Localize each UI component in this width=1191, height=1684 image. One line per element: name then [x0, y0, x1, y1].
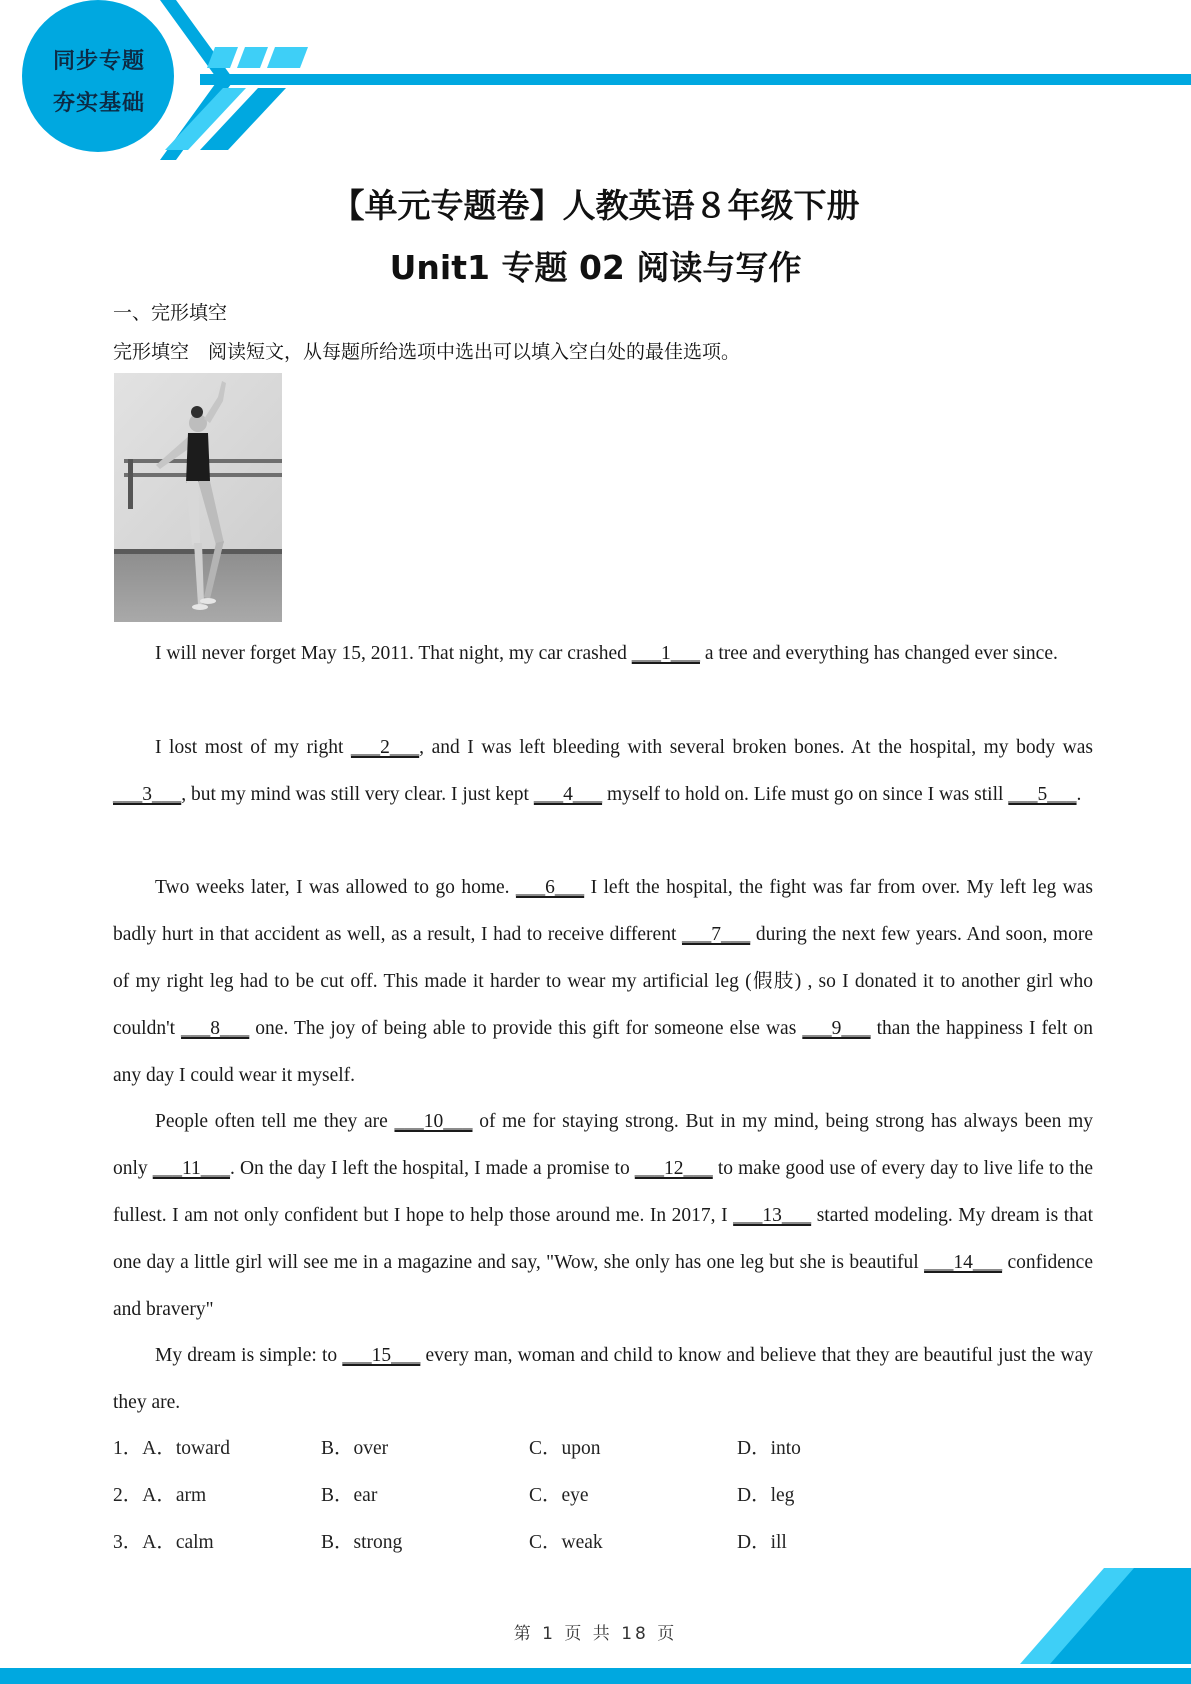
text-segment: Two weeks later, I was allowed to go home.	[155, 877, 516, 898]
document-title: 【单元专题卷】人教英语８年级下册	[331, 186, 860, 225]
page-number: 第 1 页 共 18 页	[513, 1624, 678, 1644]
text-segment: to make good use of every day to live life to the fullest. I am not only confident but I hope to help those around me. In 2017, I	[113, 1158, 1093, 1226]
passage-photo	[114, 373, 282, 622]
blank-10: ___10___	[394, 1111, 473, 1132]
text-segment: .	[1076, 784, 1082, 805]
option-c[interactable]: C．eye	[529, 1485, 589, 1506]
text-segment: . On the day I left the hospital, I made a promise to	[230, 1158, 635, 1179]
badge-line-1: 同步专题	[52, 49, 145, 74]
blank-11: ___11___	[152, 1158, 231, 1179]
blank-9: ___9___	[802, 1018, 871, 1039]
paragraph-1	[113, 630, 1093, 677]
paragraph-2	[113, 724, 1093, 818]
text-segment: a tree and everything has changed ever since.	[699, 643, 1058, 664]
blank-4: ___4___	[533, 784, 603, 805]
text-segment: I left the hospital, the fight was far from over. My left leg was badly hurt in that accident as well, as a result, I had to receive different	[113, 877, 1093, 945]
paragraph-4	[113, 1098, 1093, 1333]
badge-line-2: 夯实基础	[52, 91, 145, 116]
text-segment: of me for staying strong. But in my mind, being strong has always been my only	[113, 1111, 1093, 1179]
option-c[interactable]: C．weak	[529, 1532, 603, 1553]
option-d[interactable]: D．leg	[737, 1485, 795, 1506]
option-a[interactable]: 3．A．calm	[113, 1532, 214, 1553]
header-banner	[0, 0, 1191, 160]
document-subtitle: Unit1 专题 02 阅读与写作	[389, 248, 802, 287]
question-2-options	[113, 1479, 1013, 1519]
blank-7: ___7___	[681, 924, 751, 945]
section-instruction: 完形填空 阅读短文，从每题所给选项中选出可以填入空白处的最佳选项。	[113, 341, 741, 363]
text-segment: , but my mind was still very clear. I just kept	[181, 784, 534, 805]
text-segment: My dream is simple: to	[155, 1345, 343, 1366]
text-segment: one. The joy of being able to provide this gift for someone else was	[249, 1018, 803, 1039]
option-b[interactable]: B．strong	[321, 1532, 403, 1553]
text-segment: confidence and bravery"	[113, 1252, 1093, 1320]
blank-15: ___15___	[342, 1345, 421, 1366]
blank-2: ___2___	[350, 737, 420, 758]
option-d[interactable]: D．into	[737, 1438, 801, 1459]
text-segment: I lost most of my right	[155, 737, 351, 758]
text-segment: during the next few years. And soon, more of my right leg had to be cut off. This made it harder to wear my artificial leg (假肢) , so I donated it to another girl who couldn't	[113, 924, 1093, 1039]
option-a[interactable]: 2．A．arm	[113, 1485, 207, 1506]
blank-13: ___13___	[733, 1205, 812, 1226]
badge-circle	[22, 0, 174, 152]
question-1-options	[113, 1432, 1013, 1472]
option-b[interactable]: B．over	[321, 1438, 389, 1459]
blank-6: ___6___	[515, 877, 585, 898]
paragraph-3	[113, 864, 1093, 1099]
blank-5: ___5___	[1008, 784, 1077, 805]
option-b[interactable]: B．ear	[321, 1485, 378, 1506]
blank-8: ___8___	[181, 1018, 250, 1039]
option-d[interactable]: D．ill	[737, 1532, 787, 1553]
section-heading: 一、完形填空	[113, 302, 228, 324]
option-c[interactable]: C．upon	[529, 1438, 601, 1459]
paragraph-5	[113, 1332, 1093, 1426]
text-segment: , and I was left bleeding with several broken bones. At the hospital, my body was	[419, 737, 1093, 758]
text-segment: People often tell me they are	[155, 1111, 395, 1132]
text-segment: started modeling. My dream is that one day a little girl will see me in a magazine and say, "Wow, she only has one leg but she is beautiful	[113, 1205, 1093, 1273]
text-segment: I will never forget May 15, 2011. That night, my car crashed	[155, 643, 632, 664]
blank-3: ___3___	[113, 784, 182, 805]
text-segment: myself to hold on. Life must go on since I was still	[602, 784, 1009, 805]
blank-14: ___14___	[924, 1252, 1003, 1273]
text-segment: every man, woman and child to know and believe that they are beautiful just the way they are.	[113, 1345, 1093, 1413]
option-a[interactable]: 1．A．toward	[113, 1438, 230, 1459]
text-segment: than the happiness I felt on any day I could wear it myself.	[113, 1018, 1093, 1086]
blank-1: ___1___	[631, 643, 700, 664]
blank-12: ___12___	[634, 1158, 713, 1179]
